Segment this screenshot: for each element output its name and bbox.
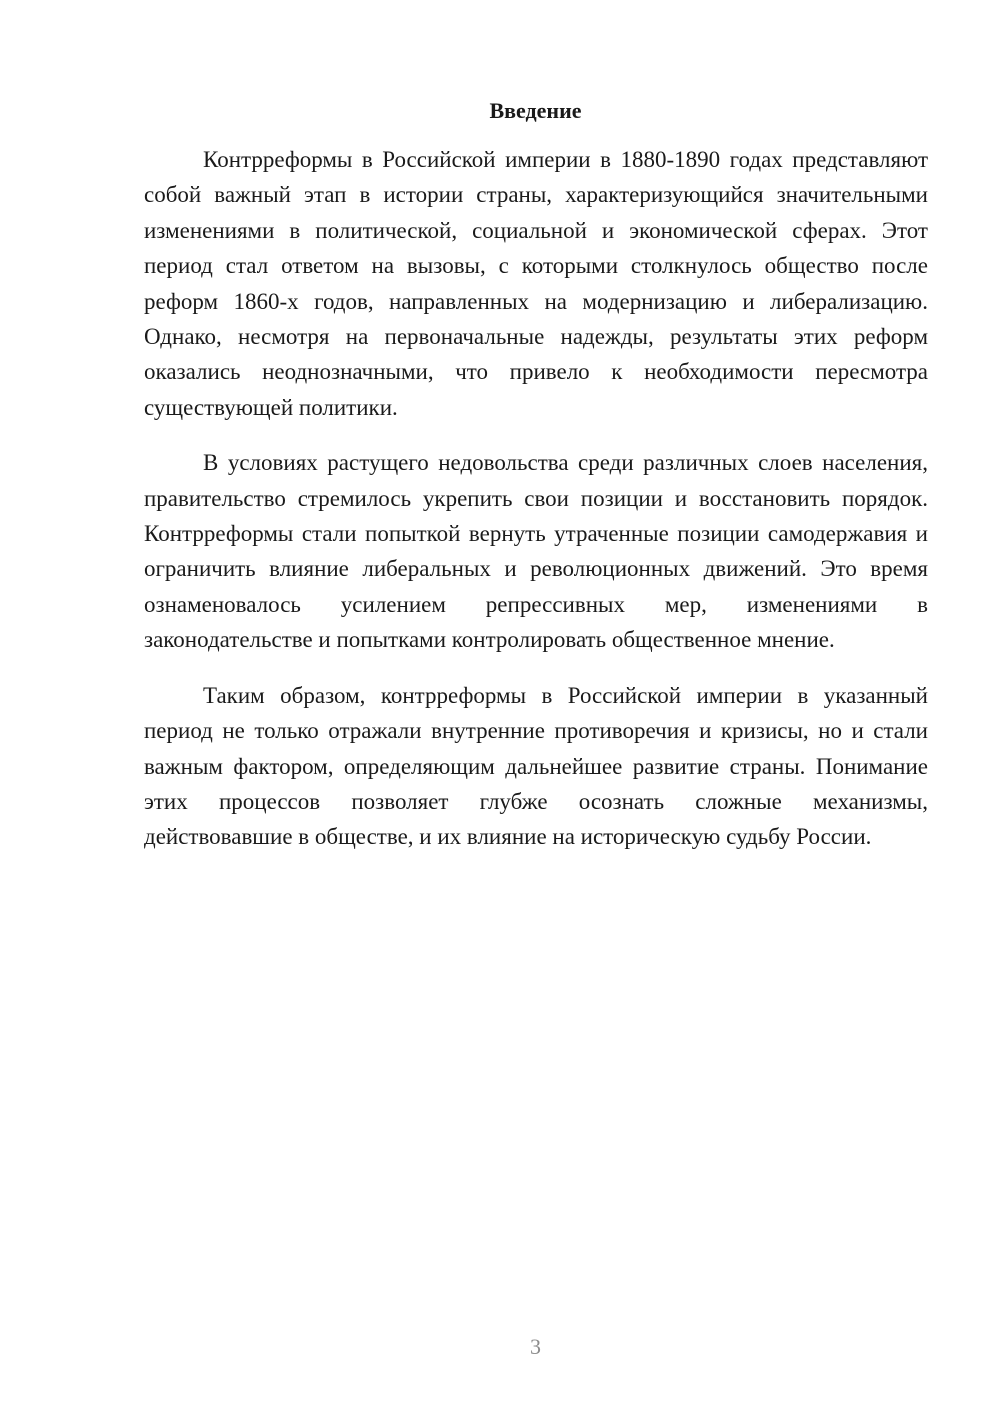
paragraph: В условиях растущего недовольства среди различных слоев населения, правительство стремилось укрепить свои позиции и восстановить порядок. Контрреформы стали попыткой вернуть утраченные позиции самодержавия и ограничить влияние либеральных и революционных движений. Это время ознаменовалось усилением репрессивных мер, изменениями в законодательстве и попытками контролировать общественное мнение. bbox=[144, 450, 928, 653]
page-number: 3 bbox=[530, 1334, 541, 1359]
paragraph: Таким образом, контрреформы в Российской империи в указанный период не только отражали внутренние противоречия и кризисы, но и стали важным фактором, определяющим дальнейшее развитие страны. Понимание этих процессов позволяет глубже осознать сложные механизмы, действовавшие в обществе, и их влияние на историческую судьбу России. bbox=[144, 682, 928, 850]
body-text bbox=[144, 142, 928, 875]
paragraph: Контрреформы в Российской империи в 1880-1890 годах представляют собой важный этап в истории страны, характеризующийся значительными изменениями в политической, социальной и экономической сферах. Этот период стал ответом на вызовы, с которыми столкнулось общество после реформ 1860-х годов, направленных на модернизацию и либерализацию. Однако, несмотря на первоначальные надежды, результаты этих реформ оказались неоднозначными, что привело к необходимости пересмотра существующей политики. bbox=[144, 147, 928, 420]
section-title: Введение bbox=[489, 98, 582, 123]
